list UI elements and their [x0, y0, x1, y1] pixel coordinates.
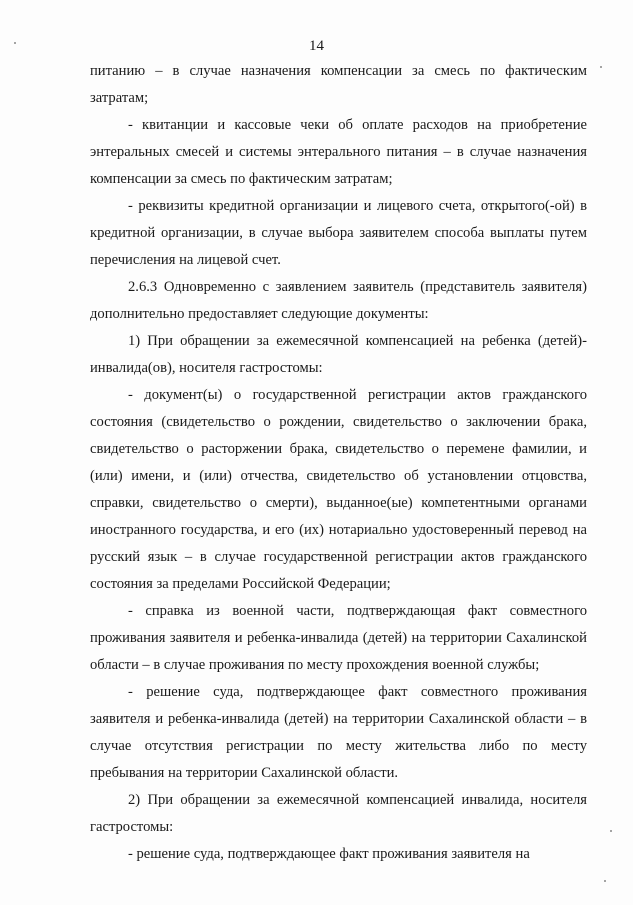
- paragraph: 2.6.3 Одновременно с заявлением заявитель (представитель заявителя) дополнительно предоставляет следующие документы:: [90, 279, 587, 322]
- paragraph: питанию – в случае назначения компенсации за смесь по фактическим затратам;: [90, 63, 587, 106]
- paragraph: 1) При обращении за ежемесячной компенсацией на ребенка (детей)-инвалида(ов), носителя гастростомы:: [90, 333, 587, 376]
- page-number: 14: [309, 38, 324, 54]
- paragraph: - справка из военной части, подтверждающая факт совместного проживания заявителя и ребенка-инвалида (детей) на территории Сахалинской области – в случае проживания по месту прохождения военной службы;: [90, 603, 587, 673]
- paragraph: - документ(ы) о государственной регистрации актов гражданского состояния (свидетельство о рождении, свидетельство о заключении брака, свидетельство о расторжении брака, свидетельство о перемене фамилии, и (или) имени, и (или) отчества, свидетельство об установлении отцовства, справки, свидетельство о смерти), выданное(ые) компетентными органами иностранного государства, и его (их) нотариально удостоверенный перевод на русский язык – в случае государственной регистрации актов гражданского состояния за пределами Российской Федерации;: [90, 387, 587, 592]
- paragraph: - решение суда, подтверждающее факт проживания заявителя на: [128, 846, 530, 862]
- scan-speck: [14, 42, 16, 44]
- scan-speck: [600, 66, 602, 68]
- scan-speck: [604, 880, 606, 882]
- paragraph: - решение суда, подтверждающее факт совместного проживания заявителя и ребенка-инвалида (детей) на территории Сахалинской области – в случае отсутствия регистрации по месту жительства либо по месту пребывания на территории Сахалинской области.: [90, 684, 587, 781]
- scan-speck: [610, 830, 612, 832]
- paragraph: 2) При обращении за ежемесячной компенсацией инвалида, носителя гастростомы:: [90, 792, 587, 835]
- page-body: [90, 58, 587, 868]
- paragraph: - реквизиты кредитной организации и лицевого счета, открытого(-ой) в кредитной организации, в случае выбора заявителем способа выплаты путем перечисления на лицевой счет.: [90, 198, 587, 268]
- paragraph: - квитанции и кассовые чеки об оплате расходов на приобретение энтеральных смесей и системы энтерального питания – в случае назначения компенсации за смесь по фактическим затратам;: [90, 117, 587, 187]
